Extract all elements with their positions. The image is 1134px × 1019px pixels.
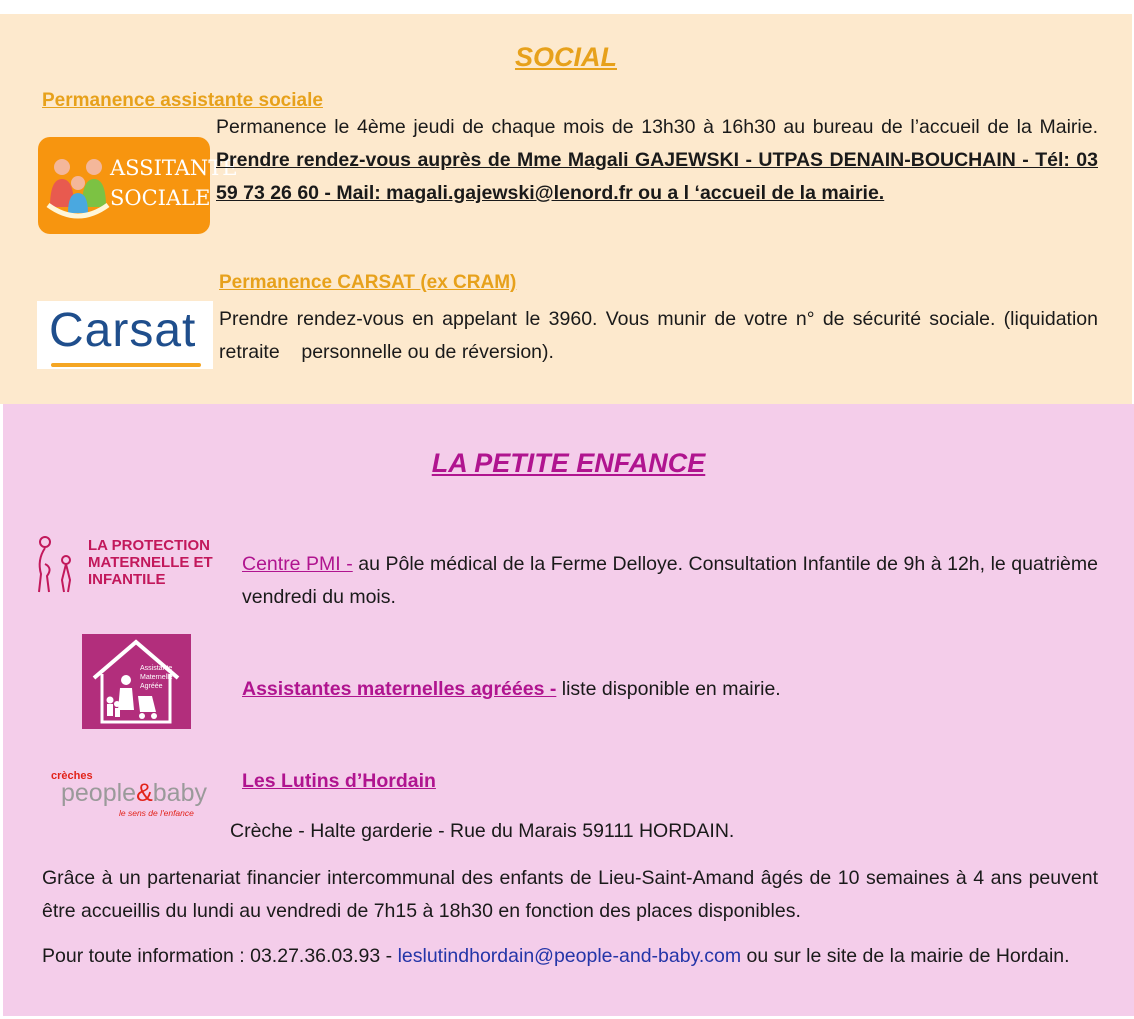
assmat-text: liste disponible en mairie. [556,678,781,700]
people-word: people [61,779,137,807]
carsat-underline [51,363,201,367]
baby-word: baby [152,779,207,807]
assmat-logo [82,634,191,729]
assistante-contact: Prendre rendez-vous auprès de Mme Magali GAJEWSKI - UTPAS DENAIN-BOUCHAIN - Tél: 03 59 73 26 60 - Mail: magali.gajewski@lenord.fr ou a l ‘accueil de la mairie. [216,149,1098,204]
carsat-paragraph: Prendre rendez-vous en appelant le 3960. Vous munir de votre n° de sécurité sociale. (liquidation retraite personnelle ou de réversion). [219,308,1104,363]
logo-tagline: le sens de l'enfance [119,808,194,818]
email-link[interactable]: leslutindhordain@people-and-baby.com [397,945,742,967]
pmi-logo-line-3: INFANTILE [88,571,166,588]
assmat-logo-line-1: Assistante [140,665,173,672]
info-prefix: Pour toute information : 03.27.36.03.93 - [42,945,398,967]
assmat-paragraph [242,673,1098,706]
lutins-address: Crèche - Halte garderie - Rue du Marais 59111 HORDAIN. [230,820,735,842]
family-icon [44,147,114,227]
assistante-heading: Permanence assistante sociale [42,90,323,111]
petite-enfance-section [3,404,1134,1016]
ampersand: & [136,779,153,807]
social-section [0,14,1132,404]
pmi-logo-line-2: MATERNELLE ET [88,554,213,571]
house-family-icon [82,634,191,729]
carsat-wordmark: Carsat [49,304,197,357]
mother-child-icon [33,534,77,596]
lutins-heading-wrap [242,765,642,798]
info-paragraph [42,940,1098,973]
assmat-logo-line-2: Maternelle [140,674,173,681]
logo-line-1: ASSITANTE [110,156,238,180]
social-title: SOCIAL [514,42,617,72]
carsat-logo [37,301,213,369]
assistante-paragraph [216,111,1098,210]
people-baby-logo [47,770,227,822]
pmi-logo-line-1: LA PROTECTION [88,537,210,554]
pmi-text: au Pôle médical de la Ferme Delloye. Consultation Infantile de 9h à 12h, le quatrième vendredi du mois. [242,553,1098,608]
enfance-title: LA PETITE ENFANCE [431,448,706,478]
assistante-text: Permanence le 4ème jeudi de chaque mois de 13h30 à 16h30 au bureau de l’accueil de la Mairie. [216,116,1098,138]
creches-label: crèches [51,770,93,782]
assmat-logo-line-3: Agréée [140,683,163,690]
assmat-link[interactable]: Assistantes maternelles agréées - [242,678,557,700]
pmi-link[interactable]: Centre PMI - [242,553,353,575]
lutins-link[interactable]: Les Lutins d’Hordain [242,770,436,792]
logo-line-2: SOCIALE [110,186,211,210]
carsat-heading: Permanence CARSAT (ex CRAM) [219,272,517,293]
pmi-paragraph [242,548,1098,614]
partenariat-paragraph: Grâce à un partenariat financier intercommunal des enfants de Lieu-Saint-Amand âgés de 10 semaines à 4 ans peuvent être accueillis du lundi au vendredi de 7h15 à 18h30 en fonction des places disponibles. [42,867,1098,922]
pmi-logo [33,534,233,596]
info-suffix: ou sur le site de la mairie de Hordain. [741,945,1070,967]
assistante-sociale-logo [38,137,238,234]
